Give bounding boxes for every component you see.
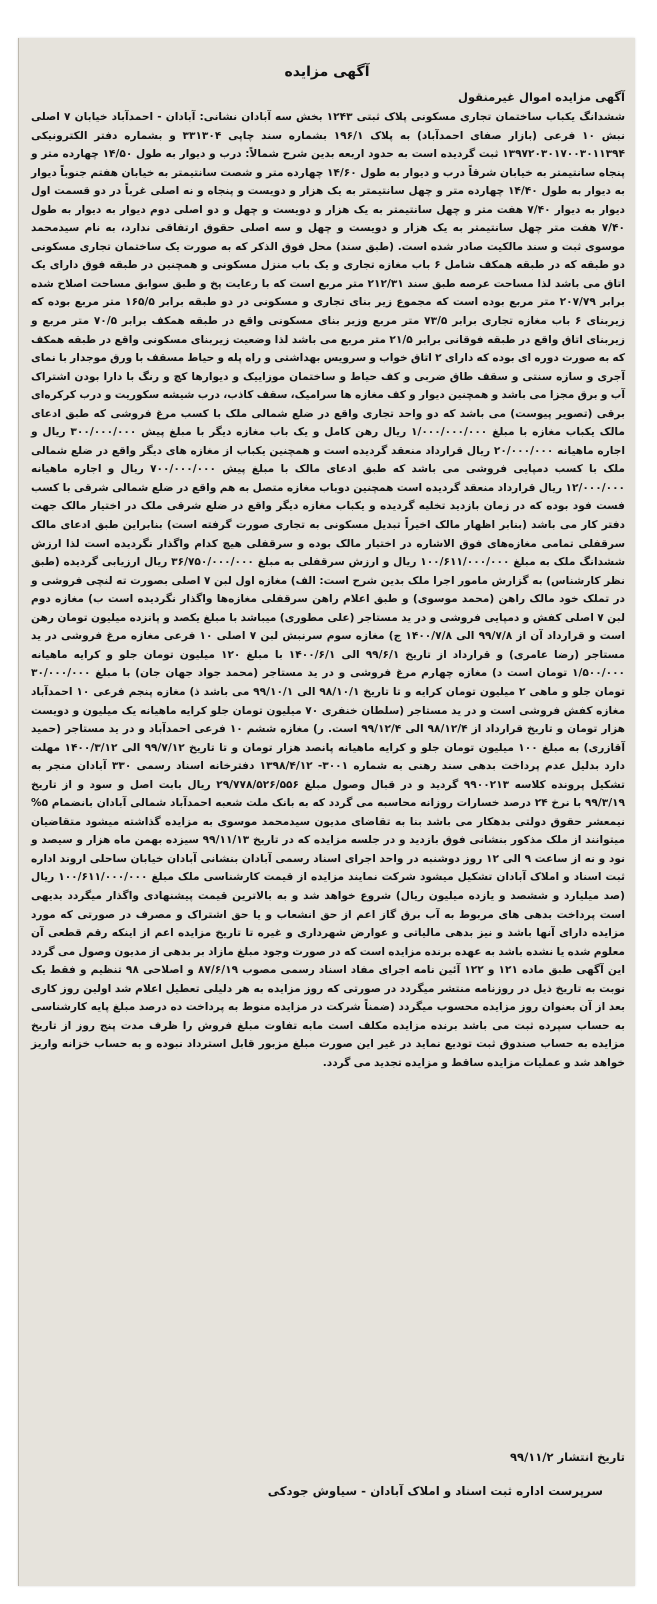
notice-title: آگهی مزایده	[284, 64, 370, 80]
newspaper-clipping	[18, 38, 635, 1586]
signature-line: سرپرست اداره ثبت اسناد و املاک آبادان - سیاوش جودکی	[267, 1484, 603, 1498]
publish-date: تاریخ انتشار ۹۹/۱۱/۲	[510, 1450, 625, 1464]
notice-heading: آگهی مزایده اموال غیرمنقول	[457, 90, 625, 104]
notice-body: ششدانگ یکباب ساختمان تجاری مسکونی پلاک ثبتی ۱۲۴۳ بخش سه آبادان نشانی: آبادان - احمدآباد خیابان ۷ اصلی نبش ۱۰ فرعی (بازار صفای احمدآباد) به پلاک ۱۹۶/۱ بشماره سند چاپی ۳۳۱۳۰۴ و بشماره دفتر الکترونیکی ۱۳۹۷۲۰۳۰۱۷۰۰۳۰۱۱۳۹۴ ثبت گردیده است به حدود اربعه بدین شرح شمالاً: درب و دیوار به طول ۱۴/۵۰ چهارده متر و پنجاه سانتیمتر به خیابان شرقاً درب و دیوار به طول ۱۴/۶۰ چهارده متر و شصت سانتیمتر به خیابان هفتم جنوباً دیوار به دیوار به طول ۱۴/۴۰ چهارده متر و چهل سانتیمتر به یک هزار و دویست و پنجاه و نه اصلی غرباً در دو قسمت اول دیوار به دیوار ۷/۴۰ هفت متر و چهل سانتیمتر به یک هزار و دویست و چهل و دو اصلی دوم دیوار به دیوار به طول ۷/۴۰ هفت متر چهل سانتیمتر به یک هزار و دویست و چهل و سه اصلی حقوق ارتفاقی ندارد، به نام سیدمحمد موسوی ثبت و سند مالکیت صادر شده است. (طبق سند) محل فوق الذکر که به صورت یک ساختمان تجاری مسکونی دو طبقه که در طبقه همکف شامل ۶ باب مغازه تجاری و یک باب منزل مسکونی و همچنین در طبقه فوق دارای یک اتاق می باشد لذا مساحت عرصه طبق سند ۲۱۲/۳۱ متر مربع است که با رعایت پخ و طبق سوابق مساحت اصلاح شده برابر ۲۰۷/۷۹ متر مربع بوده است که مجموع زیر بنای تجاری و مسکونی در دو طبقه برابر ۱۶۵/۵ متر مربع بوده که زیربنای ۶ باب مغازه تجاری برابر ۷۳/۵ متر مربع وزیر بنای مسکونی واقع در طبقه همکف برابر ۷۰/۵ متر مربع و زیربنای اتاق واقع در طبقه فوقانی برابر ۲۱/۵ متر مربع می باشد لذا وضعیت زیربنای مسکونی واقع در طبقه همکف که به صورت دوره ای بوده که دارای ۲ اتاق خواب و سرویس بهداشتی و راه پله و حیاط مسقف با ورق موجدار با نمای آجری و سازه سنتی و سقف طاق ضربی و کف حیاط و ساختمان موزاییک و دیوارها کچ و رنگ با دارا بودن اشتراک آب و برق مجزا می باشد و همچنین دیوار و کف مغازه ها سرامیک، سقف کاذب، درب شیشه سکوریت و درب کرکره‌ای برقی (تصویر پیوست) می باشد که دو واحد تجاری واقع در ضلع شمالی ملک با کسب مرغ فروشی که طبق ادعای مالک یکباب مغازه با مبلغ ۱/۰۰۰/۰۰۰/۰۰۰ ریال رهن کامل و یک باب مغازه دیگر با مبلغ پیش ۳۰۰/۰۰۰/۰۰۰ ریال و اجاره ماهیانه ۲۰/۰۰۰/۰۰۰ ریال قرارداد منعقد گردیده است و همچنین یکباب از مغازه های دیگر واقع در ضلع شمالی ملک با کسب دمپایی فروشی می باشد که طبق ادعای مالک با مبلغ پیش ۷۰۰/۰۰۰/۰۰۰ ریال و اجاره ماهیانه ۱۲/۰۰۰/۰۰۰ ریال قرارداد منعقد گردیده است همچنین دوباب مغازه متصل به هم واقع در ضلع شمالی شرقی با کسب فست فود بوده که در زمان بازدید تخلیه گردیده و یکباب مغازه دیگر واقع در ضلع شرقی ملک در اختیار مالک جهت دفتر کار می باشد (بنابر اظهار مالک اخیراً تبدیل مسکونی به تجاری صورت گرفته است) بنابراین طبق ادعای مالک سرقفلی تمامی مغازه‌های فوق الاشاره در اختیار مالک بوده و سرقفلی هیچ کدام واگذار نگردیده است لذا ارزش ششدانگ ملک به مبلغ ۱۰۰/۶۱۱/۰۰۰/۰۰۰ ریال و ارزش سرقفلی به مبلغ ۳۶/۷۵۰/۰۰۰/۰۰۰ ریال ارزیابی گردیده (طبق نظر کارشناس) به گزارش مامور اجرا ملک بدین شرح است: الف) مغازه اول لبن ۷ اصلی بصورت ته لنچی فروشی و در تملک خود مالک راهن (محمد موسوی) و طبق اعلام راهن سرقفلی مغازه‌ها واگذار نگردیده است ب) مغازه دوم لبن ۷ اصلی کفش و دمپایی فروشی و در ید مستاجر (علی مطوری) میباشد با مبلغ یکصد و پانزده میلیون تومان رهن است و قرارداد آن از ۹۹/۷/۸ الی ۱۴۰۰/۷/۸ ج) مغازه سوم سرنبش لبن ۷ اصلی ۱۰ فرعی مغازه مرغ فروشی در ید مستاجر (رضا عامری) و قرارداد از تاریخ ۹۹/۶/۱ الی ۱۴۰۰/۶/۱ با مبلغ ۱۲۰ میلیون تومان جلو و کرایه ماهیانه ۱/۵۰۰/۰۰۰ تومان است د) مغازه چهارم مرغ فروشی و در ید مستاجر (محمد جواد جهان جان) با مبلغ ۳۰/۰۰۰/۰۰۰ تومان جلو و ماهی ۲ میلیون تومان کرایه و تا تاریخ ۹۸/۱۰/۱ الی ۹۹/۱۰/۱ می باشد ذ) مغازه پنجم فرعی ۱۰ احمدآباد مغازه کفش فروشی است و در ید مستاجر (سلطان خنفری ۷۰ میلیون تومان جلو کرایه ماهیانه یک میلیون و دویست هزار تومان و تاریخ قرارداد از ۹۸/۱۲/۴ الی ۹۹/۱۲/۴ است. ر) مغازه ششم ۱۰ فرعی احمدآباد و در ید مستاجر (حمید آقازری) به مبلغ ۱۰۰ میلیون تومان جلو و کرایه ماهیانه پانصد هزار تومان و تا تاریخ ۹۹/۷/۱۲ الی ۱۴۰۰/۳/۱۲ مهلت دارد بدلیل عدم پرداخت بدهی سند رهنی به شماره ۳۰۰۱- ۱۳۹۸/۴/۱۲ دفترخانه اسناد رسمی ۳۳۰ آبادان منجر به تشکیل پرونده کلاسه ۹۹۰۰۲۱۳ گردید و در قبال وصول مبلغ ۲۹/۷۷۸/۵۲۶/۵۵۶ ریال بابت اصل و سود و از تاریخ ۹۹/۳/۱۹ با نرخ ۲۴ درصد خسارات روزانه محاسبه می گردد که به بانک ملت شعبه احمدآباد شمالی آبادان بانضمام ۵% نیمعشر حقوق دولتی بدهکار می باشد بنا به تقاضای مدیون سیدمحمد موسوی به مزایده گذاشته میشود متقاضیان میتوانند از ملک مذکور بنشانی فوق بازدید و در جلسه مزایده که در تاریخ ۹۹/۱۱/۱۳ سیزده بهمن ماه هزار و سیصد و نود و نه از ساعت ۹ الی ۱۲ روز دوشنبه در واحد اجرای اسناد رسمی آبادان بنشانی آبادان خیابان ساحلی اروند اداره ثبت اسناد و املاک آبادان تشکیل میشود شرکت نمایند مزایده از قیمت کارشناسی ملک مبلغ ۱۰۰/۶۱۱/۰۰۰/۰۰۰ ریال (صد میلیارد و ششصد و یازده میلیون ریال) شروع خواهد شد و به بالاترین قیمت پیشنهادی واگذار میگردد بدیهی است پرداخت بدهی های مربوط به آب برق گاز اعم از حق انشعاب و یا حق اشتراک و مصرف در صورتی که مورد مزایده دارای آنها باشد و نیز بدهی مالیاتی و عوارض شهرداری و غیره تا تاریخ مزایده اعم از اینکه رقم قطعی آن معلوم شده یا نشده باشد به عهده برنده مزایده است که در صورت وجود مبلغ مازاد بر بدهی از مدیون وصول می گردد این آگهی طبق ماده ۱۲۱ و ۱۲۲ آئین نامه اجرای مفاد اسناد رسمی مصوب ۸۷/۶/۱۹ و اصلاحی ۹۸ تنظیم و فقط یک نوبت به تاریخ ذیل در روزنامه منتشر میگردد در صورتی که روز مزایده به هر دلیلی تعطیل اعلام شد اولین روز کاری بعد از آن بعنوان روز مزایده محسوب میگردد (ضمناً شرکت در مزایده منوط به پرداخت ده درصد مبلغ پایه کارشناسی به حساب سپرده ثبت می باشد برنده مزایده مکلف است مابه تفاوت مبلغ فروش را ظرف مدت پنج روز از تاریخ مزایده به حساب صندوق ثبت تودیع نماید در غیر این صورت مبلغ مزبور قابل استرداد نبوده و به حساب خزانه واریز خواهد شد و عملیات مزایده ساقط و مزایده تجدید می گردد.	[31, 111, 626, 1069]
